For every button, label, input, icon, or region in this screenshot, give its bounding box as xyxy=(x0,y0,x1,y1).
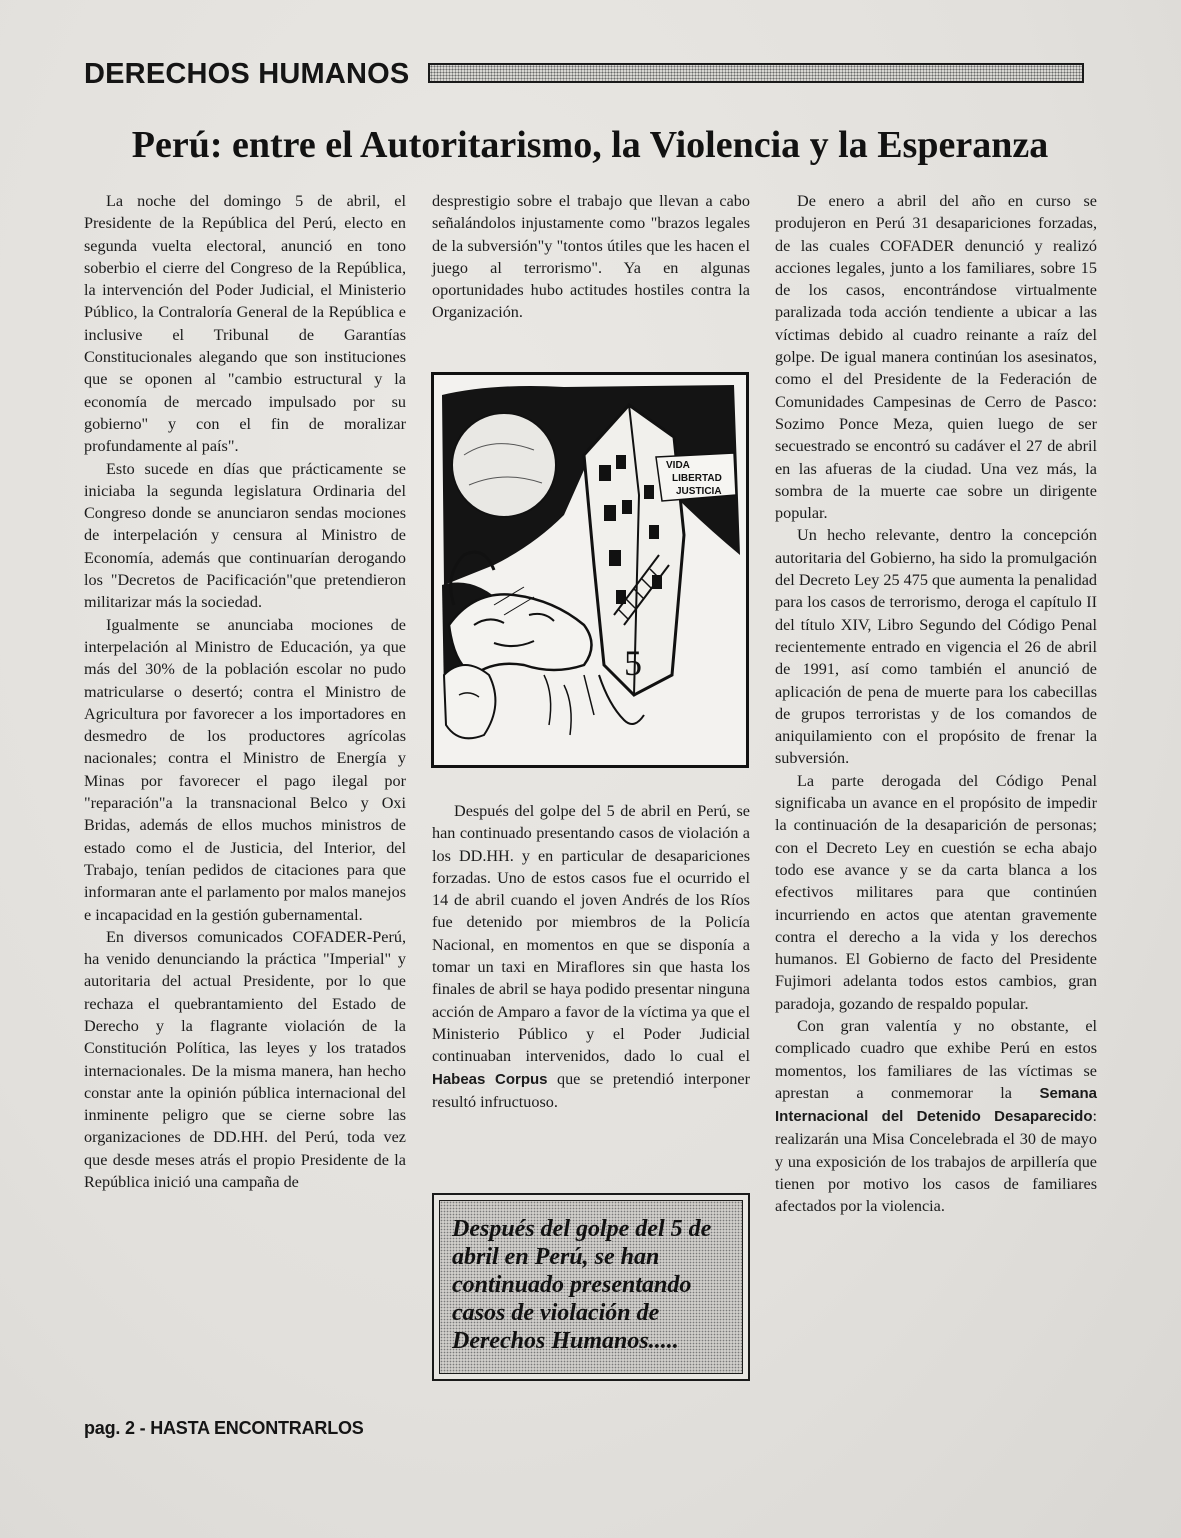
banner-word: LIBERTAD xyxy=(672,473,722,484)
paragraph: Igualmente se anunciaba mociones de interpelación al Ministro de Educación, ya que más del 30% de la población escolar no pudo matricularse o desertó; contra el Ministro de Agricultura por favorecer a los importadores en desmedro de los productores agrícolas nacionales; contra el Ministro de Energía y Minas por favorecer el pago ilegal por "reparación"a la transnacional Belco y Oxi Bridas, además de ellos muchos ministros de estado como el de Justicia, del Interior, del Trabajo, tenían pedidos de citaciones para que informaran ante el parlamento por malos manejos e incapacidad en la gestión gubernamental. xyxy=(84,615,406,924)
paragraph: Con gran valentía y no obstante, el complicado cuadro que exhibe Perú en estos momentos, los familiares de las víctimas se aprestan a conmemorar la Semana Internacional del Detenido Desaparecido: realizarán una Misa Concelebrada el 30 de mayo y una exposición de los trabajos de arpillería que tienen por motivo los casos de familiares afectados por la violencia. xyxy=(775,1016,1097,1216)
paragraph: De enero a abril del año en curso se produjeron en Perú 31 desapariciones forzadas, de las cuales COFADER denunció y realizó acciones legales, junto a los familiares, sobre 15 de los casos, encontrándose virtualmente paralizada toda acción tendiente a ubicar a las víctimas debido al cuadro reinante a raíz del golpe. De igual manera continúan los asesinatos, como el del Presidente de la Federación de Comunidades Campesinas de Cerro de Pasco: Sozimo Ponce Meza, quien luego de ser secuestrado se encontró su cadáver el 27 de abril en las afueras de la ciudad. Una vez más, la sombra de la muerte cae sobre un dirigente popular. xyxy=(775,192,1097,523)
paragraph: desprestigio sobre el trabajo que llevan a cabo señalándolos injustamente como "brazos legales de la subversión"y "tontos útiles que les hacen el juego al terrorismo". Ya en algunas oportunidades hubo actitudes hostiles contra la Organización. xyxy=(432,192,750,322)
column-1 xyxy=(84,190,406,1193)
column-2-top xyxy=(432,190,750,324)
banner-word: JUSTICIA xyxy=(676,486,722,497)
svg-text:5: 5 xyxy=(624,643,642,683)
page-footer: pag. 2 - HASTA ENCONTRARLOS xyxy=(84,1418,364,1438)
banner-word: VIDA xyxy=(666,460,690,471)
section-rule xyxy=(428,63,1084,83)
habeas-corpus-term: Habeas Corpus xyxy=(432,1070,548,1088)
paragraph: La noche del domingo 5 de abril, el Presidente de la República del Perú, electo en segunda vuelta electoral, anunció en tono soberbio el cierre del Congreso de la República, la intervención del Poder Judicial, el Ministerio Público, la Contraloría General de la República e inclusive el Tribunal de Garantías Constitucionales alegando que son instituciones que se oponen al "cambio estructural y la economía de mercado impulsado por su gobierno" y con el fin de moralizar profundamente al país". xyxy=(84,192,406,456)
paragraph: Un hecho relevante, dentro la concepción autoritaria del Gobierno, ha sido la promulgación del Decreto Ley 25 475 que aumenta la penalidad para los casos de terrorismo, deroga el capítulo II del título XIV, Libro Segundo del Código Penal recientemente entrado en vigencia el 26 de abril de 1991, así como también el anunció de aplicación de pena de muerte para los cabecillas de grupos terroristas y de los comandos de aniquilamiento con el propósito de frenar la subversión. xyxy=(775,526,1097,768)
event-name: Semana Internacional del Detenido Desaparecido xyxy=(775,1084,1097,1126)
paragraph: La parte derogada del Código Penal significaba un avance en el propósito de impedir la continuación de la desaparición de personas; con el Decreto Ley en cuestión se echa abajo todo ese avance y se da carta blanca a los efectivos militares para que continúen incurriendo en actos que atentan gravemente contra el derecho a la vida y los derechos humanos. El Gobierno de facto del Presidente Fujimori adelanta todos estos cambios, gran paradoja, gozando de respaldo popular. xyxy=(775,771,1097,1013)
paragraph: Después del golpe del 5 de abril en Perú, se han continuado presentando casos de violación a los DD.HH. y en particular de desapariciones forzadas. Uno de estos casos fue el ocurrido el 14 de abril cuando el joven Andrés de los Ríos fue detenido por miembros de la Policía Nacional, en momentos en que se disponía a tomar un taxi en Miraflores sin que hasta los finales de abril se haya podido presentar ninguna acción de Amparo a favor de la víctima ya que el Ministerio Público y el Poder Judicial continuaban intervenidos, dado lo cual el Habeas Corpus que se pretendió interponer resultó infructuoso. xyxy=(432,802,750,1111)
pull-quote-text: Después del golpe del 5 de abril en Perú, se han continuado presentando casos de violación de Derechos Humanos..... xyxy=(439,1200,743,1374)
paragraph: Esto sucede en días que prácticamente se iniciaba la segunda legislatura Ordinaria del Congreso donde se anunciaron sendas mociones de interpelación y censura al Ministro de Economía, además que continuarían derogando los "Decretos de Pacificación"que pretendieron militarizar más la sociedad. xyxy=(84,459,406,612)
section-header xyxy=(84,56,1086,92)
pull-quote-box xyxy=(432,1193,750,1381)
paragraph: En diversos comunicados COFADER-Perú, ha venido denunciando la práctica "Imperial" y autoritaria del actual Presidente, por lo que rechaza el quebrantamiento del Estado de Derecho y la flagrante violación de la Constitución Política, las leyes y los tratados internacionales. De la misma manera, han hecho constar ante la opinión pública internacional del inminente peligro que se cierne sobre las organizaciones de DD.HH. del Perú, toda vez que desde meses atrás el propio Presidente de la República inició una campaña de xyxy=(84,927,406,1192)
section-label: DERECHOS HUMANOS xyxy=(84,58,410,90)
column-2-bottom xyxy=(432,800,750,1113)
article-headline: Perú: entre el Autoritarismo, la Violencia y la Esperanza xyxy=(131,124,1049,166)
illustration-drawing xyxy=(434,375,746,765)
illustration xyxy=(431,372,749,768)
column-3 xyxy=(775,190,1097,1218)
